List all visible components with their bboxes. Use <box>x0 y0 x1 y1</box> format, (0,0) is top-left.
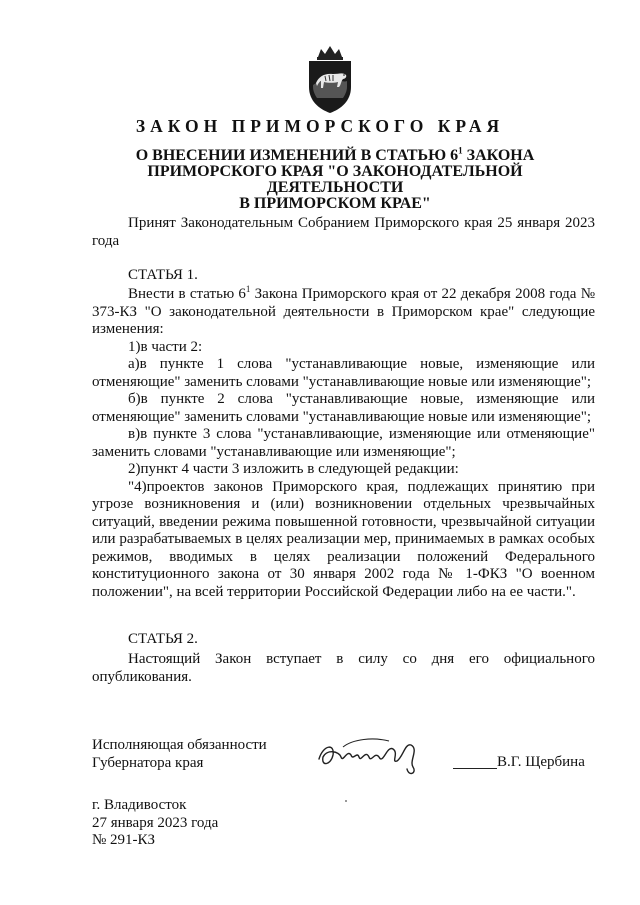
item-2-text: "4)проектов законов Приморского края, подлежащих принятию при угрозе возникновения и (или) возникновении отдельных чрезвычайных ситуаций, введении режима повышенной готовности, чрезвычайной ситуации или разрабатываемых в целях реализации мер, принимаемых в рамках особых режимов, вводимых в целях реализации положений Федерального конституционного закона от 30 января 2002 года № 1-ФКЗ "О военном положении", на всей территории Российской Федерации либо на ее части.". <box>92 478 595 600</box>
intro-text-start: Внести в статью 6 <box>128 286 246 302</box>
article-1-intro <box>92 286 595 339</box>
signatory-title-line-1: Исполняющая обязанности <box>92 737 267 753</box>
subtitle-line-2: ПРИМОРСКОГО КРАЯ "О ЗАКОНОДАТЕЛЬНОЙ ДЕЯТЕЛЬНОСТИ <box>147 163 523 196</box>
law-subtitle <box>115 145 555 212</box>
speck <box>345 800 347 802</box>
subtitle-superscript: 1 <box>458 145 463 156</box>
subtitle-line-3: В ПРИМОРСКОМ КРАЕ" <box>239 195 431 212</box>
city: г. Владивосток <box>92 797 187 813</box>
item-2: 2)пункт 4 части 3 изложить в следующей редакции: <box>128 461 459 477</box>
law-title: ЗАКОН ПРИМОРСКОГО КРАЯ <box>135 116 505 136</box>
article-1-heading: СТАТЬЯ 1. <box>128 267 198 283</box>
article-2-text: Настоящий Закон вступает в силу со дня его официального опубликования. <box>92 651 595 685</box>
article-1-body <box>92 286 595 601</box>
adoption-note <box>92 215 595 250</box>
item-1a: а)в пункте 1 слова "устанавливающие новые, изменяющие или отменяющие" заменить словами "устанавливающие новые или изменяющие"; <box>92 356 595 390</box>
handwritten-signature <box>313 727 433 779</box>
article-2-body <box>92 651 595 686</box>
signatory-title-line-2: Губернатора края <box>92 754 204 771</box>
intro-text-end: Закона Приморского края от 22 декабря 2008 года № 373-КЗ "О законодательной деятельности в Приморском крае" следующие изменения: <box>92 286 596 337</box>
place-date-number <box>92 797 218 850</box>
adoption-text: Принят Законодательным Собранием Приморского края 25 января 2023 года <box>92 215 595 249</box>
law-number: № 291-КЗ <box>92 832 156 848</box>
signatory-title <box>92 737 267 772</box>
primorsky-krai-coat-of-arms-icon <box>301 43 359 115</box>
article-2-heading: СТАТЬЯ 2. <box>128 631 198 647</box>
subtitle-line-1: О ВНЕСЕНИИ ИЗМЕНЕНИЙ В СТАТЬЮ 6 <box>135 147 459 164</box>
date: 27 января 2023 года <box>92 814 219 831</box>
signatory-name: В.Г. Щербина <box>497 754 585 770</box>
item-1b: б)в пункте 2 слова "устанавливающие новые, изменяющие или отменяющие" заменить словами "устанавливающие новые или изменяющие"; <box>92 391 595 425</box>
item-1c: в)в пункте 3 слова "устанавливающие, изменяющие или отменяющие" заменить словами "устанавливающие или изменяющие"; <box>92 426 595 460</box>
intro-superscript: 1 <box>245 284 251 294</box>
subtitle-line-1-end: ЗАКОНА <box>462 147 535 164</box>
signature-line <box>453 768 497 769</box>
item-1: 1)в части 2: <box>128 338 203 355</box>
